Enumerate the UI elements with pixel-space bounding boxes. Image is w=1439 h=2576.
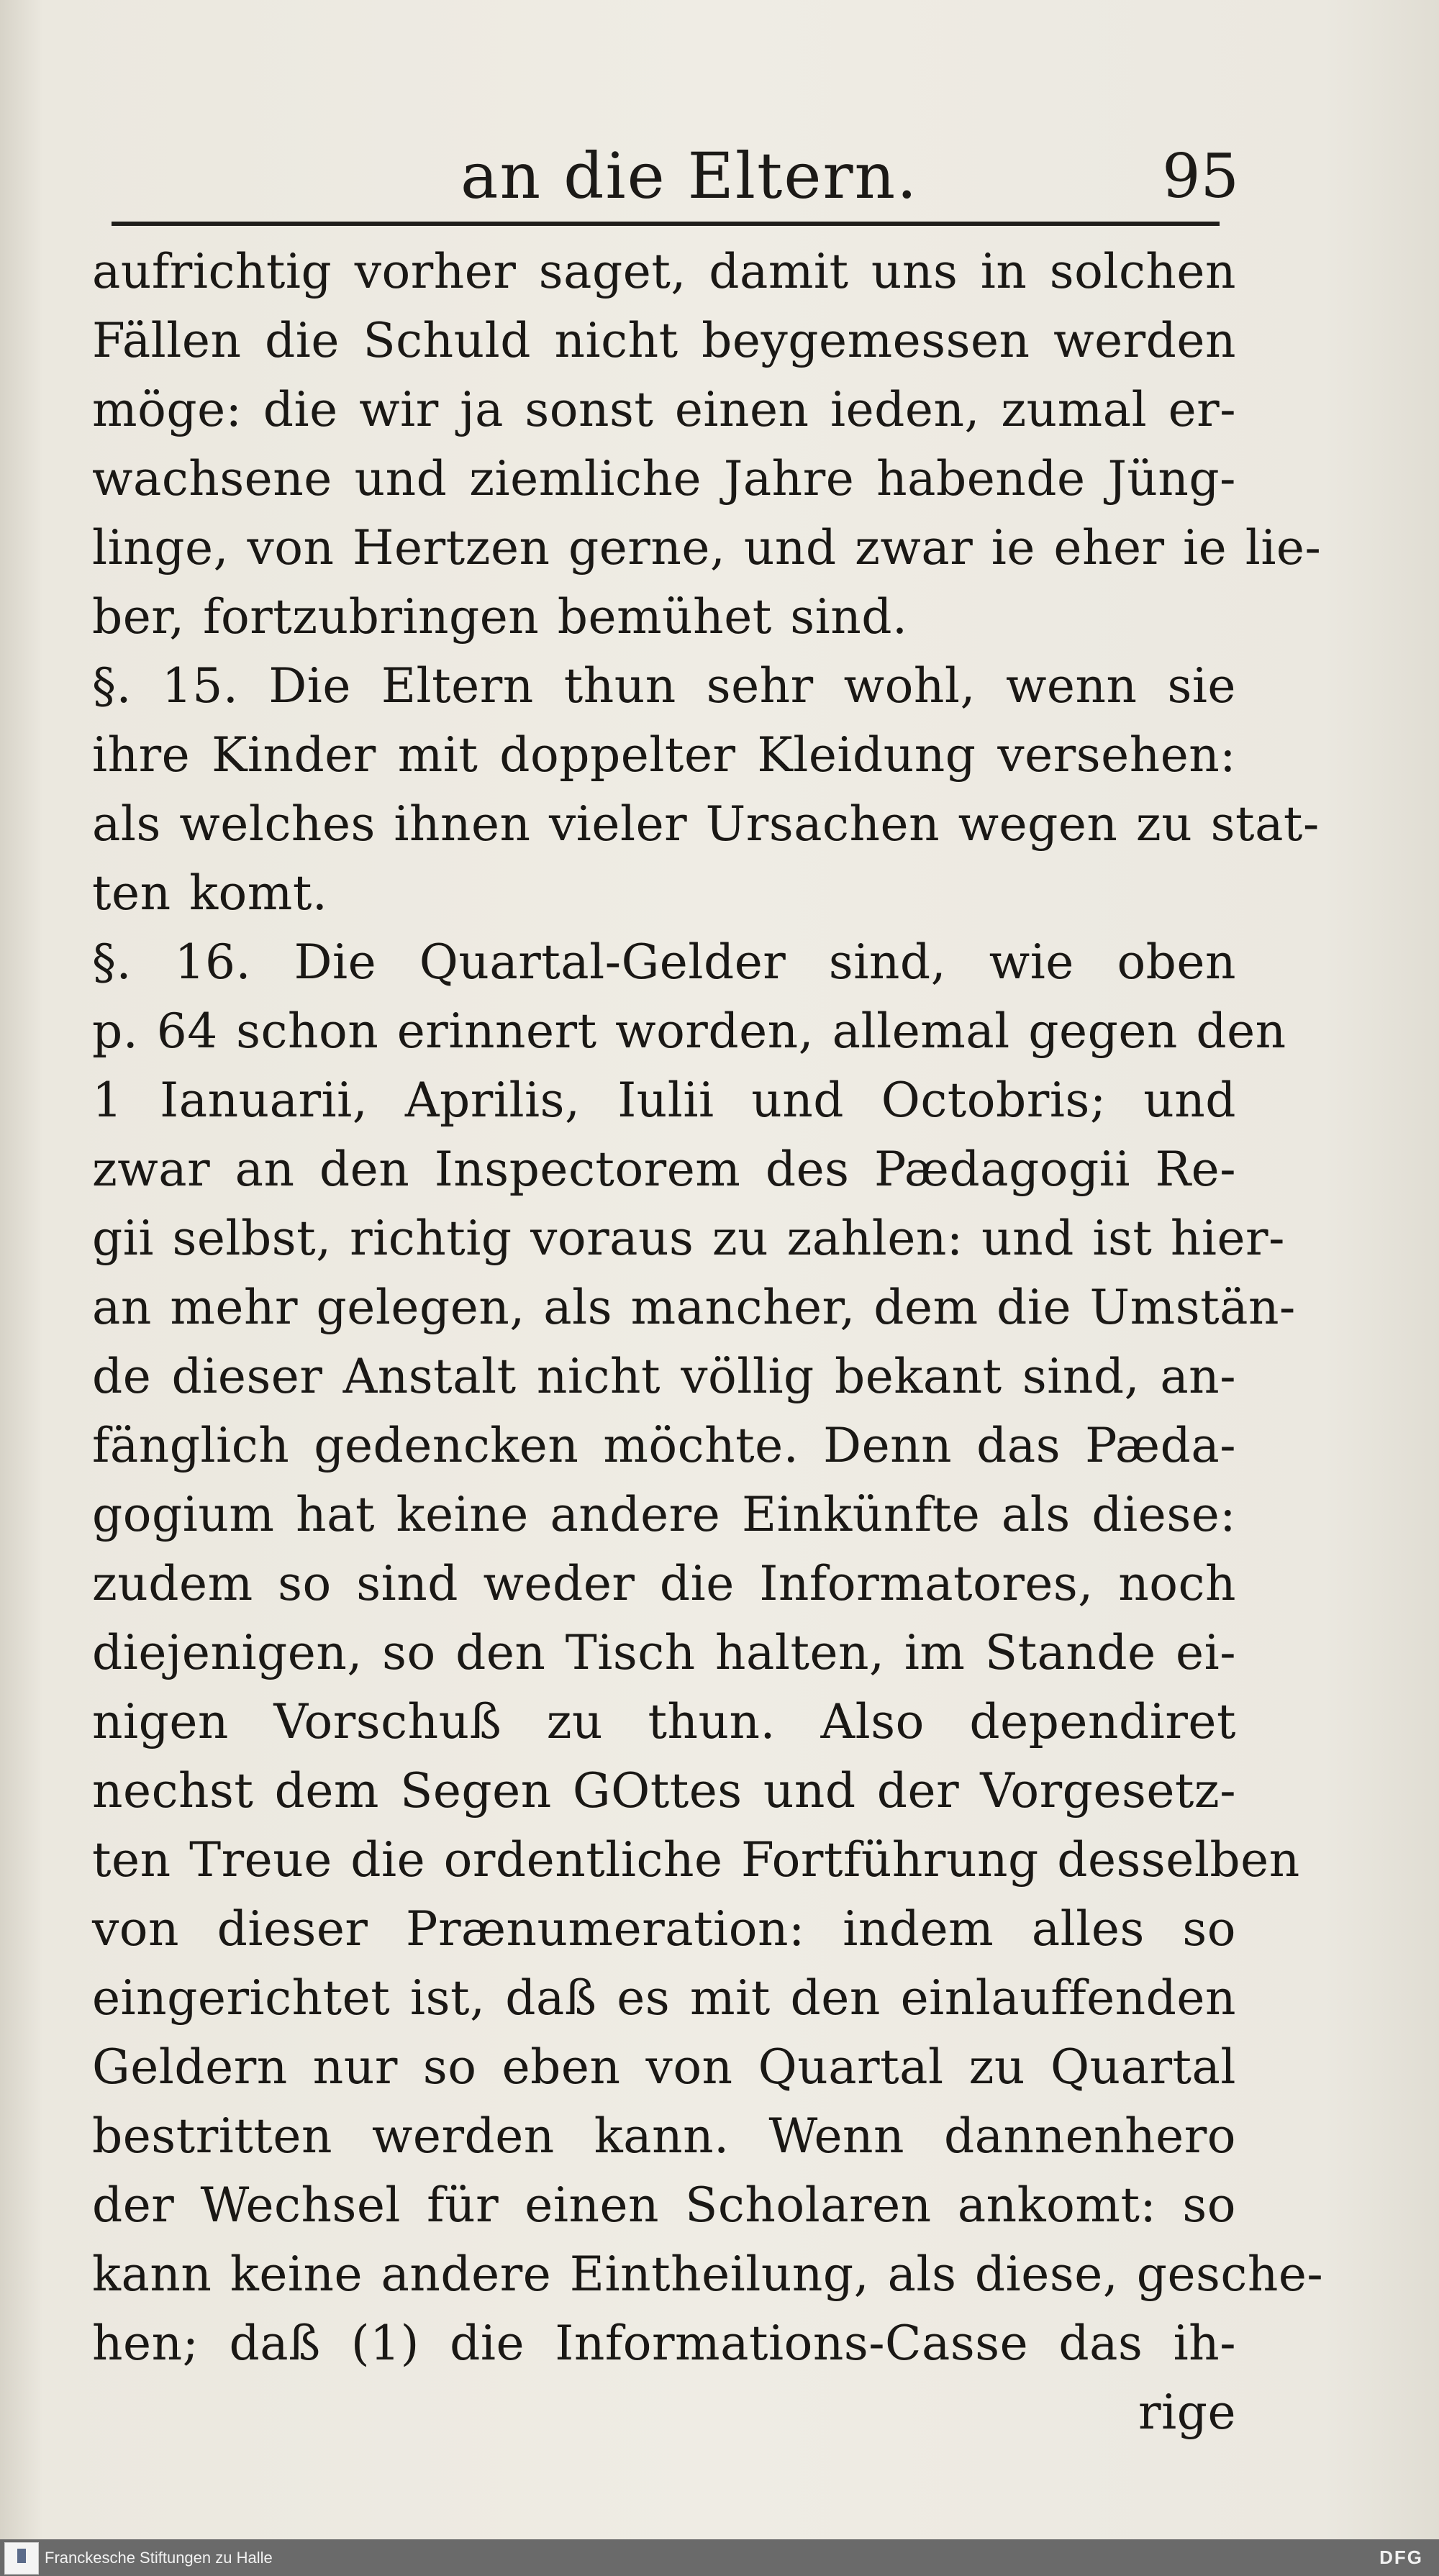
text-line: §. 15. Die Eltern thun sehr wohl, wenn sie [92,658,1236,714]
text-line: zwar an den Inspectorem des Pædagogii Re- [92,1142,1236,1197]
text-line: linge, von Hertzen gerne, und zwar ie eher ie lie- [92,520,1322,575]
text-line: an mehr gelegen, als mancher, dem die Umstän- [92,1280,1296,1335]
text-line: ten komt. [92,865,328,921]
text-line: gii selbst, richtig voraus zu zahlen: und ist hier- [92,1211,1285,1266]
text-line: von dieser Prænumeration: indem alles so [92,1901,1236,1957]
header-rule [112,222,1220,226]
text-line: wachsene und ziemliche Jahre habende Jüng- [92,451,1236,506]
text-line: nigen Vorschuß zu thun. Also dependiret [92,1694,1236,1749]
text-line: ten Treue die ordentliche Fortführung desselben [92,1832,1300,1888]
text-line: zudem so sind weder die Informatores, noch [92,1556,1236,1611]
text-line: diejenigen, so den Tisch halten, im Stande ei- [92,1625,1236,1680]
text-line: kann keine andere Eintheilung, als diese, gesche- [92,2247,1324,2302]
institution-logo-icon [4,2542,39,2575]
page-header [101,137,1252,216]
text-line: Fällen die Schuld nicht beygemessen werden [92,313,1236,368]
text-line: als welches ihnen vieler Ursachen wegen zu stat- [92,796,1320,852]
running-title: an die Eltern. [460,139,919,213]
text-line: aufrichtig vorher saget, damit uns in solchen [92,244,1236,299]
text-line: bestritten werden kann. Wenn dannenhero [92,2108,1236,2164]
page-number: 95 [1162,141,1239,211]
dfg-logo: DFG [1379,2547,1423,2568]
text-line: ihre Kinder mit doppelter Kleidung versehen: [92,727,1236,783]
text-line: fänglich gedencken möchte. Denn das Pæda- [92,1418,1236,1473]
text-line: gogium hat keine andere Einkünfte als diese: [92,1487,1236,1542]
text-line: Geldern nur so eben von Quartal zu Quartal [92,2039,1236,2095]
text-line: p. 64 schon erinnert worden, allemal gegen den [92,1003,1286,1059]
body-text [92,237,1324,2447]
viewer-footer [0,2539,1439,2576]
text-line: 1 Ianuarii, Aprilis, Iulii und Octobris; und [92,1073,1236,1128]
footer-credit: Franckesche Stiftungen zu Halle [45,2549,273,2567]
text-line: hen; daß (1) die Informations-Casse das ih- [92,2316,1236,2371]
text-line: ber, fortzubringen bemühet sind. [92,589,908,645]
text-line: §. 16. Die Quartal-Gelder sind, wie oben [92,934,1236,990]
text-line: möge: die wir ja sonst einen ieden, zumal er- [92,382,1236,437]
text-line: der Wechsel für einen Scholaren ankomt: so [92,2177,1236,2233]
text-line: nechst dem Segen GOttes und der Vorgesetz- [92,1763,1236,1819]
catchword: rige [1138,2385,1236,2440]
text-line: eingerichtet ist, daß es mit den einlauffenden [92,1970,1236,2026]
text-line: de dieser Anstalt nicht völlig bekant sind, an- [92,1349,1236,1404]
